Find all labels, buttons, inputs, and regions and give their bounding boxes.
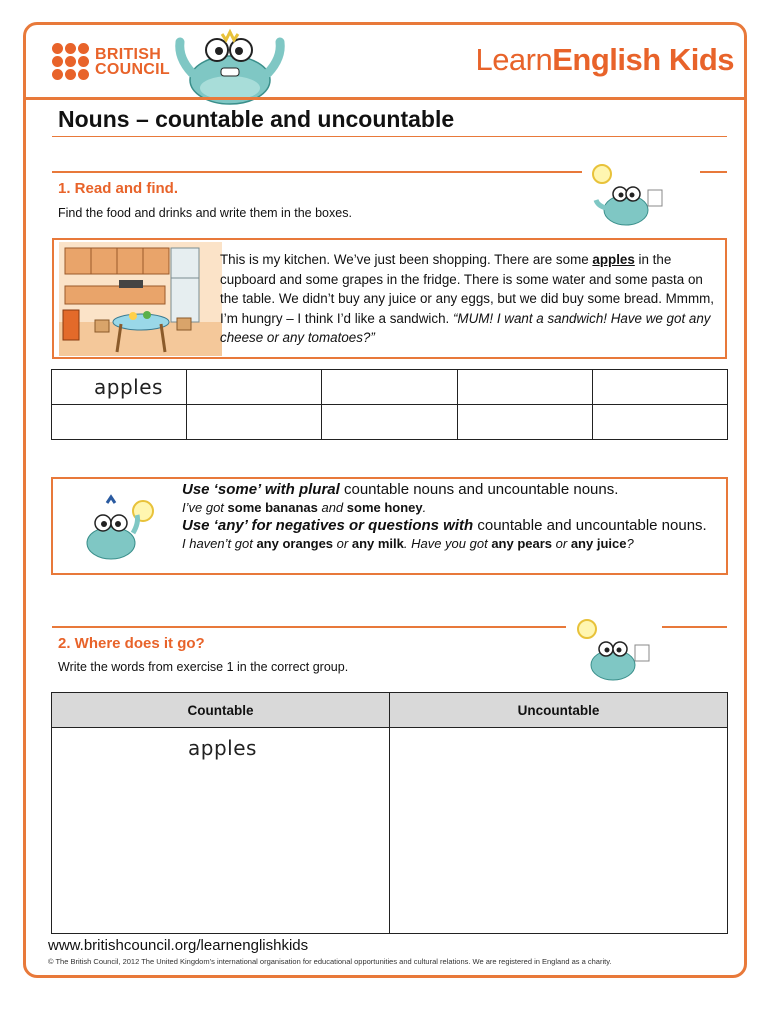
uncountable-answer-area[interactable]: [390, 728, 728, 934]
footer-url[interactable]: www.britishcouncil.org/learnenglishkids: [48, 937, 309, 954]
grammar-rule-box: [51, 477, 728, 575]
section2-instruction: Write the words from exercise 1 in the correct group.: [58, 660, 349, 674]
section2-heading: 2. Where does it go?: [58, 635, 205, 652]
highlight-apples: apples: [592, 252, 635, 267]
section2-rule-right: [662, 626, 727, 628]
section1-instruction: Find the food and drinks and write them in the boxes.: [58, 206, 352, 220]
reading-box: [52, 238, 727, 359]
groups-table: [51, 692, 728, 934]
answer-box[interactable]: [52, 370, 187, 405]
answer-box[interactable]: [457, 370, 592, 405]
monster-lightbulb-icon: [573, 615, 658, 685]
handwritten-answer: [390, 728, 727, 736]
british-council-logo: [52, 43, 170, 80]
answer-box[interactable]: [322, 405, 457, 440]
example-any: I haven’t got any oranges or any milk. Have you got any pears or any juice?: [182, 536, 634, 551]
answer-box[interactable]: [592, 370, 727, 405]
column-countable: Countable: [52, 693, 390, 728]
header-divider: [26, 97, 744, 100]
answer-box[interactable]: [457, 405, 592, 440]
answer-box[interactable]: [322, 370, 457, 405]
reading-text: This is my kitchen. We’ve just been shopping. There are some apples in the cupboard and some grapes in the fridge. There is some water and some pasta on the table. We didn’t buy any juice or any eggs, but we did buy some bread. Mmmm, I’m hungry – I think I’d like a sandwich. “MUM! I want a sandwich! Have we got any cheese or any tomatoes?”: [220, 252, 714, 345]
answer-boxes-table: [51, 369, 728, 440]
section1-rule-left: [52, 171, 582, 173]
handwritten-answer: apples: [94, 375, 163, 399]
brand-left-line1: BRITISH: [95, 45, 162, 63]
footer-copyright: © The British Council, 2012 The United Kingdom’s international organisation for educational opportunities and cultural relations. We are registered in England as a charity.: [48, 957, 612, 966]
monster-mascot-icon: [170, 28, 290, 108]
rule-any: Use ‘any’ for negatives or questions with countable and uncountable nouns.: [182, 517, 707, 534]
british-council-dots-icon: [52, 43, 89, 80]
monster-lightbulb-icon: [75, 493, 165, 563]
page-title: Nouns – countable and uncountable: [58, 106, 455, 132]
title-divider: [52, 136, 727, 137]
column-uncountable: Uncountable: [390, 693, 728, 728]
answer-box[interactable]: [187, 370, 322, 405]
section1-heading: 1. Read and find.: [58, 180, 179, 197]
answer-box[interactable]: [52, 405, 187, 440]
monster-lightbulb-icon: [588, 160, 668, 230]
section1-rule-right: [700, 171, 727, 173]
answer-box[interactable]: [592, 405, 727, 440]
rule-some: Use ‘some’ with plural countable nouns and uncountable nouns.: [182, 481, 619, 498]
handwritten-answer: apples: [188, 736, 257, 760]
learnenglish-kids-logo: LearnEnglish Kids: [475, 42, 734, 77]
answer-box[interactable]: [187, 405, 322, 440]
section2-rule-left: [52, 626, 566, 628]
example-some: I’ve got some bananas and some honey.: [182, 500, 427, 515]
countable-answer-area[interactable]: [52, 728, 390, 934]
brand-left-line2: COUNCIL: [95, 60, 170, 78]
kitchen-illustration: [59, 242, 222, 356]
